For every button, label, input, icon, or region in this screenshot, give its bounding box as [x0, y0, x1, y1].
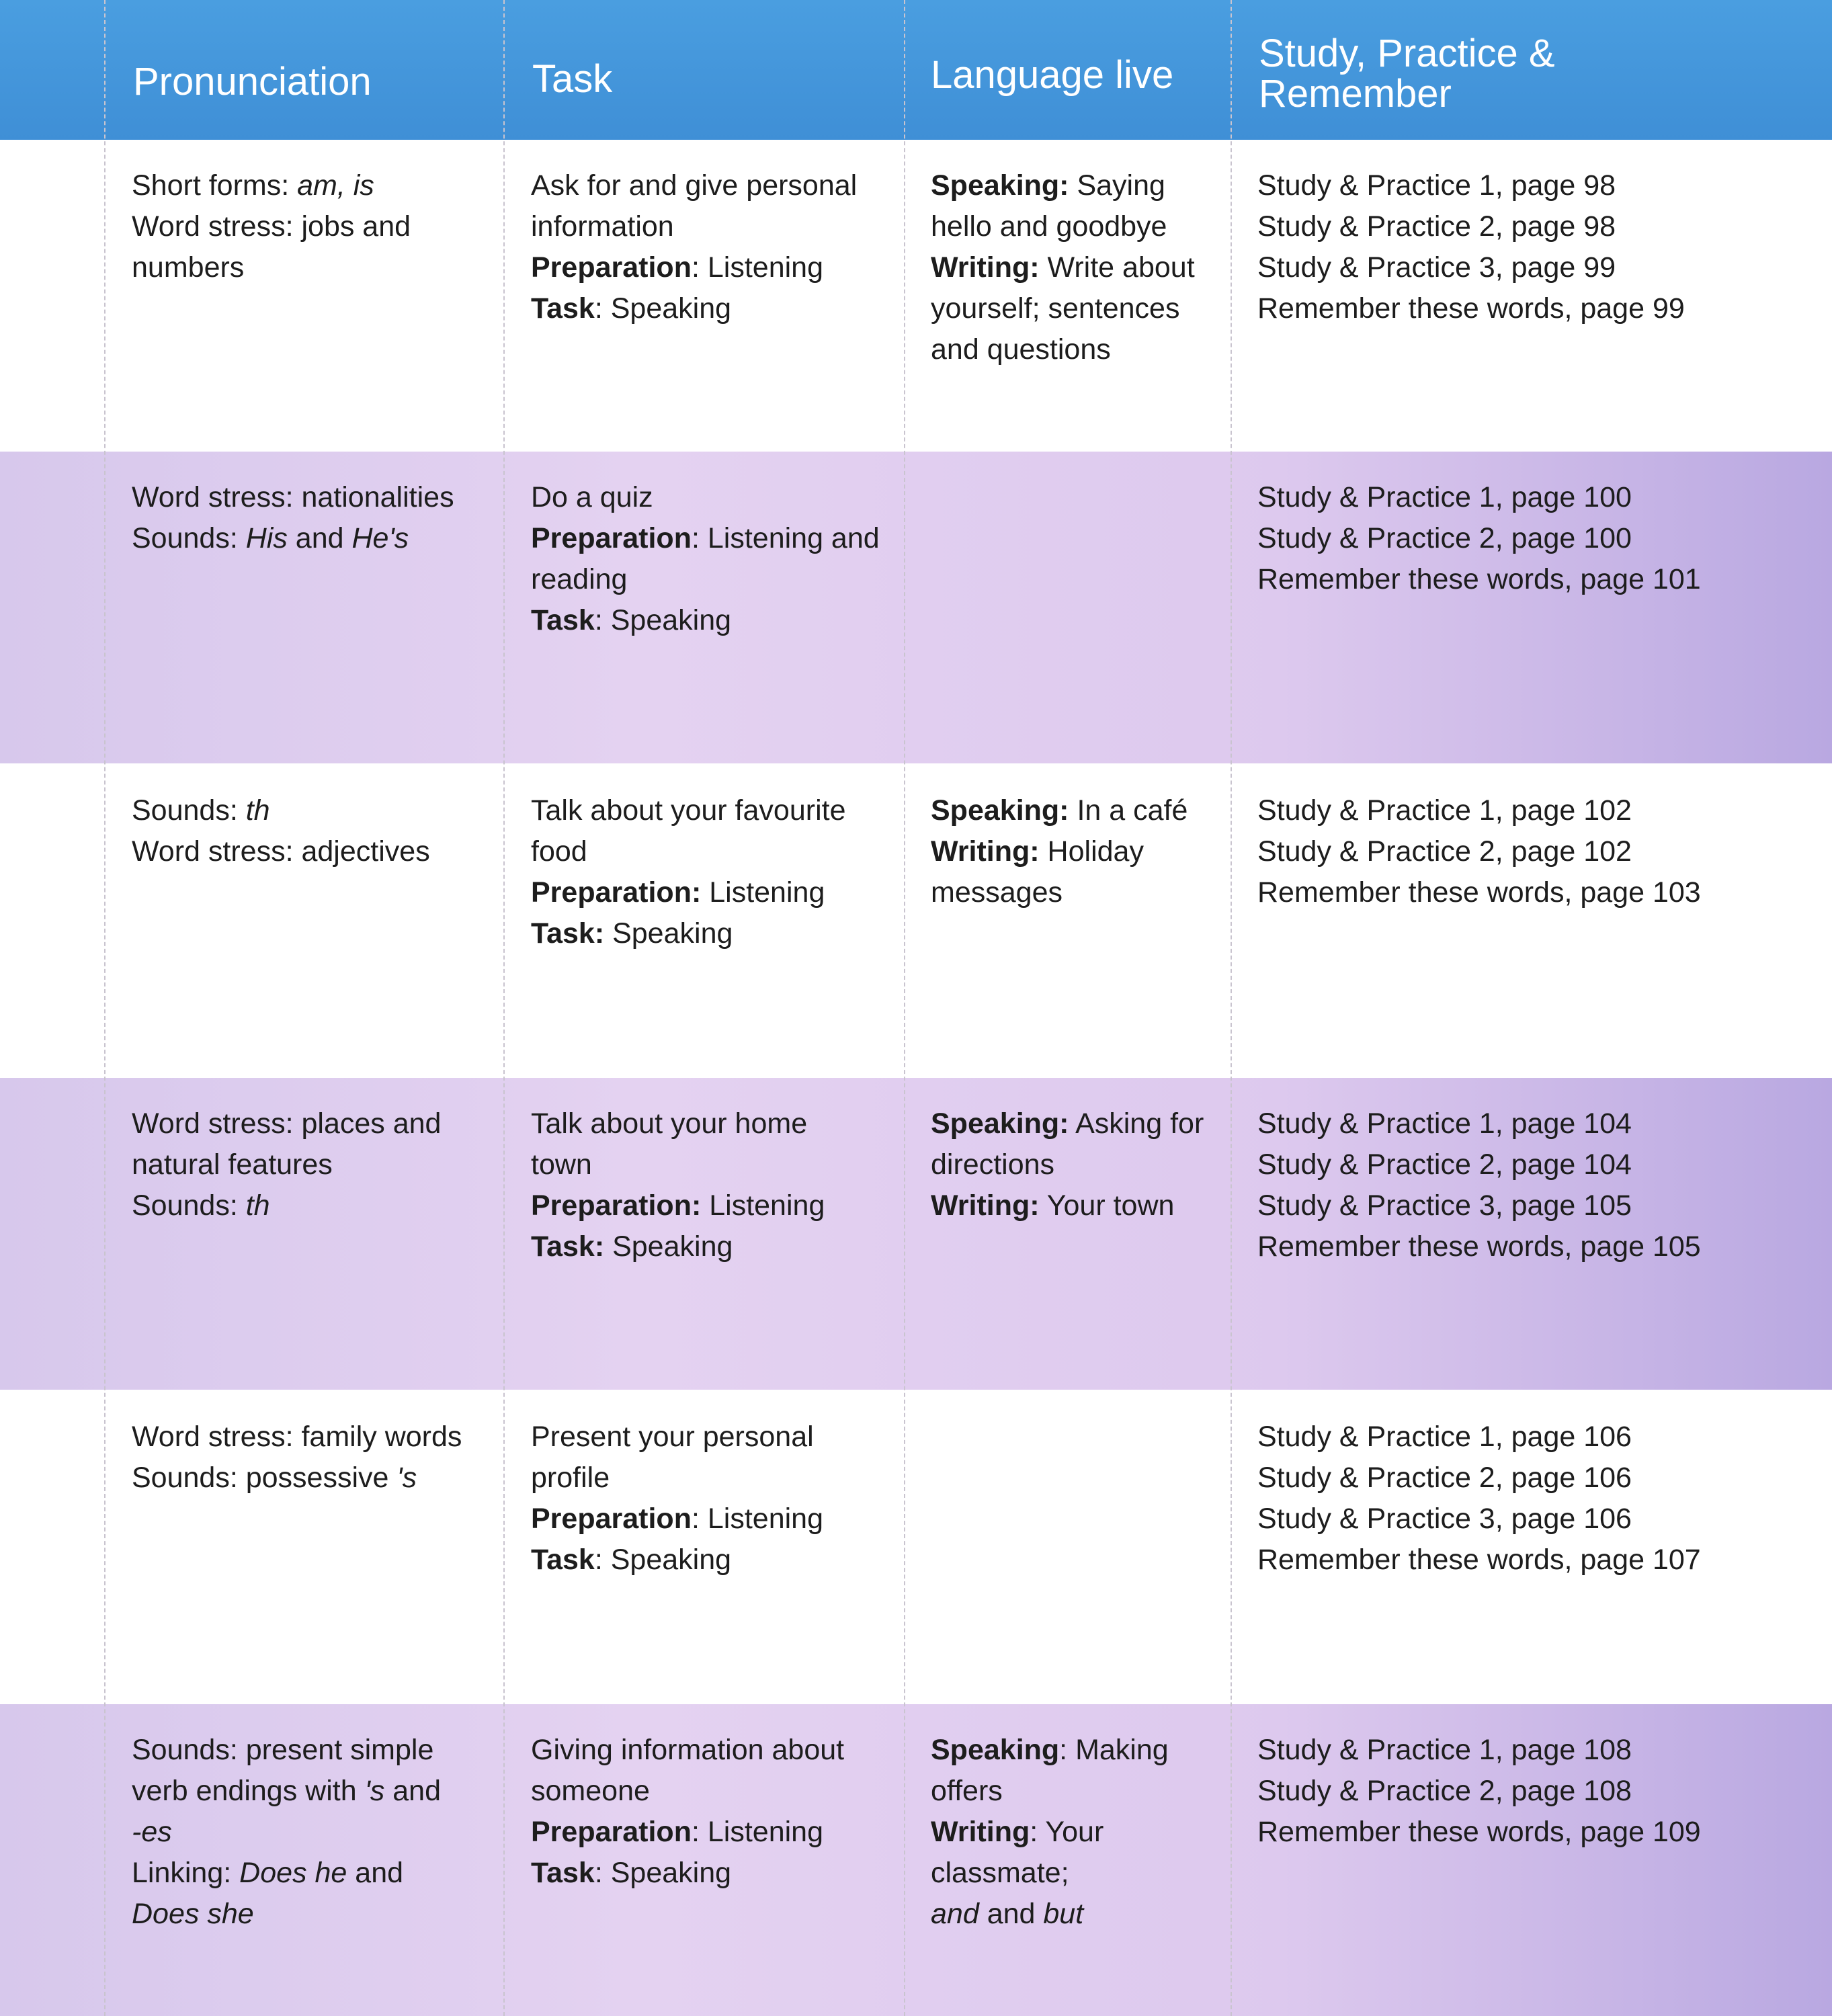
cell-language-live — [931, 165, 1195, 370]
text-segment: Sounds: — [132, 522, 246, 554]
cell-line — [531, 872, 846, 913]
cell-line — [931, 1730, 1169, 1771]
text-segment: Preparation — [531, 251, 692, 284]
cell-line — [931, 247, 1195, 288]
text-segment: Preparation — [531, 1503, 692, 1535]
text-segment: Word stress: family words — [132, 1421, 462, 1453]
cell-language-live — [931, 1730, 1169, 1935]
text-segment: 's — [397, 1462, 417, 1494]
table-row — [0, 765, 1832, 1077]
cell-line — [132, 831, 430, 872]
text-segment: Sounds: — [132, 794, 246, 827]
cell-line — [531, 559, 880, 600]
cell-line — [1257, 518, 1701, 559]
text-segment: and — [287, 522, 352, 554]
cell-line — [1257, 872, 1701, 913]
text-segment: Writing: — [931, 1189, 1040, 1222]
cell-task — [531, 1730, 844, 1894]
cell-task — [531, 790, 846, 954]
text-segment: Study & Practice 1, page 104 — [1257, 1107, 1632, 1140]
cell-line — [531, 1771, 844, 1812]
text-segment: Ask for and give personal — [531, 169, 858, 202]
text-segment: -es — [132, 1816, 172, 1848]
text-segment: and — [384, 1775, 442, 1807]
text-segment: Speaking — [604, 1230, 733, 1263]
text-segment: Study & Practice 2, page 104 — [1257, 1148, 1632, 1181]
column-divider — [503, 0, 505, 2016]
text-segment: Talk about your favourite — [531, 794, 846, 827]
text-segment: Word stress: adjectives — [132, 835, 430, 868]
cell-line — [531, 1185, 825, 1226]
cell-line — [132, 247, 411, 288]
text-segment: Listening — [701, 876, 825, 909]
cell-line — [132, 1103, 441, 1144]
cell-line — [531, 477, 880, 518]
text-segment: Study & Practice 2, page 98 — [1257, 210, 1616, 243]
text-segment: Remember these words, page 107 — [1257, 1544, 1701, 1576]
text-segment: Saying — [1069, 169, 1165, 202]
cell-study — [1257, 1730, 1701, 1853]
cell-line — [132, 1812, 441, 1853]
cell-line — [132, 165, 411, 206]
cell-line — [1257, 1458, 1701, 1499]
column-divider — [104, 0, 106, 2016]
cell-line — [132, 1894, 441, 1935]
column-divider — [904, 0, 905, 2016]
cell-line — [531, 913, 846, 954]
text-segment: and questions — [931, 333, 1111, 366]
text-segment: Sounds: possessive — [132, 1462, 397, 1494]
cell-task — [531, 1103, 825, 1267]
text-segment: His — [245, 522, 288, 554]
cell-line — [1257, 1103, 1701, 1144]
cell-pronunciation — [132, 165, 411, 288]
cell-study — [1257, 165, 1685, 329]
text-segment: Asking for — [1069, 1107, 1204, 1140]
text-segment: classmate; — [931, 1857, 1069, 1889]
text-segment: Preparation: — [531, 1189, 702, 1222]
text-segment: Word stress: nationalities — [132, 481, 454, 513]
cell-line — [531, 247, 857, 288]
cell-study — [1257, 477, 1701, 600]
cell-line — [132, 1417, 462, 1458]
cell-line — [1257, 1540, 1701, 1581]
table-row — [0, 452, 1832, 763]
cell-language-live — [931, 1103, 1204, 1226]
cell-task — [531, 1417, 823, 1581]
cell-line — [531, 1499, 823, 1540]
cell-line — [531, 1458, 823, 1499]
cell-line — [531, 1730, 844, 1771]
text-segment: Giving information about — [531, 1734, 845, 1766]
text-segment: Study & Practice 1, page 108 — [1257, 1734, 1632, 1766]
cell-pronunciation — [132, 477, 454, 559]
cell-line — [132, 790, 430, 831]
text-segment: Short forms: — [132, 169, 298, 202]
text-segment: Study & Practice 3, page 99 — [1257, 251, 1616, 284]
cell-line — [931, 288, 1195, 329]
text-segment: Study & Practice 1, page 100 — [1257, 481, 1632, 513]
cell-line — [531, 831, 846, 872]
cell-line — [931, 206, 1195, 247]
table-row — [0, 140, 1832, 452]
text-segment: In a café — [1069, 794, 1188, 827]
text-segment: He's — [351, 522, 409, 554]
text-segment: 's — [364, 1775, 385, 1807]
text-segment: someone — [531, 1775, 650, 1807]
text-segment: Remember these words, page 99 — [1257, 292, 1685, 325]
text-segment: information — [531, 210, 674, 243]
text-segment: Speaking: — [931, 1107, 1069, 1140]
cell-line — [531, 165, 857, 206]
cell-line — [531, 600, 880, 641]
cell-line — [931, 329, 1195, 370]
cell-line — [1257, 288, 1685, 329]
text-segment: Sounds: — [132, 1189, 246, 1222]
text-segment: Remember these words, page 109 — [1257, 1816, 1701, 1848]
cell-line — [132, 477, 454, 518]
cell-line — [132, 206, 411, 247]
cell-line — [931, 1853, 1169, 1894]
cell-line — [132, 1771, 441, 1812]
cell-line — [132, 518, 454, 559]
cell-line — [1257, 247, 1685, 288]
text-segment: natural features — [132, 1148, 333, 1181]
header-task: Task — [532, 57, 613, 101]
cell-line — [1257, 1730, 1701, 1771]
cell-language-live — [931, 790, 1188, 913]
text-segment: : Speaking — [594, 1544, 732, 1576]
text-segment: numbers — [132, 251, 245, 284]
cell-line — [531, 206, 857, 247]
cell-line — [1257, 1417, 1701, 1458]
cell-line — [931, 1103, 1204, 1144]
cell-line — [132, 1185, 441, 1226]
text-segment: Talk about your home — [531, 1107, 808, 1140]
text-segment: : Listening and — [691, 522, 880, 554]
text-segment: th — [245, 794, 270, 827]
text-segment: yourself; sentences — [931, 292, 1180, 325]
cell-line — [1257, 165, 1685, 206]
text-segment: food — [531, 835, 587, 868]
text-segment: Speaking: — [931, 169, 1069, 202]
cell-line — [1257, 1771, 1701, 1812]
cell-line — [531, 1103, 825, 1144]
text-segment: profile — [531, 1462, 610, 1494]
cell-line — [1257, 1812, 1701, 1853]
text-segment: Sounds: present simple — [132, 1734, 434, 1766]
text-segment: hello and goodbye — [931, 210, 1167, 243]
cell-study — [1257, 1417, 1701, 1581]
text-segment: Writing: — [931, 835, 1040, 868]
cell-task — [531, 165, 857, 329]
text-segment: Task: — [531, 1230, 605, 1263]
cell-line — [931, 1185, 1204, 1226]
text-segment: Writing: — [931, 251, 1040, 284]
cell-line — [531, 1812, 844, 1853]
cell-line — [1257, 1499, 1701, 1540]
text-segment: Do a quiz — [531, 481, 653, 513]
text-segment: Remember these words, page 105 — [1257, 1230, 1701, 1263]
table-row — [0, 1391, 1832, 1703]
cell-line — [931, 1894, 1169, 1935]
text-segment: Task — [531, 1857, 595, 1889]
text-segment: : Speaking — [594, 292, 732, 325]
text-segment: Study & Practice 2, page 100 — [1257, 522, 1632, 554]
text-segment: : Speaking — [594, 1857, 732, 1889]
text-segment: Study & Practice 2, page 108 — [1257, 1775, 1632, 1807]
text-segment: Task — [531, 1544, 595, 1576]
text-segment: and — [931, 1898, 979, 1930]
cell-pronunciation — [132, 1103, 441, 1226]
text-segment: Does he — [239, 1857, 347, 1889]
text-segment: Study & Practice 2, page 102 — [1257, 835, 1632, 868]
cell-pronunciation — [132, 1730, 441, 1935]
text-segment: Write about — [1039, 251, 1195, 284]
text-segment: reading — [531, 563, 628, 595]
cell-line — [531, 1226, 825, 1267]
cell-line — [931, 1812, 1169, 1853]
cell-line — [531, 1417, 823, 1458]
text-segment: and — [347, 1857, 404, 1889]
cell-study — [1257, 790, 1701, 913]
text-segment: Present your personal — [531, 1421, 814, 1453]
text-segment: Speaking: — [931, 794, 1069, 827]
text-segment: Listening — [701, 1189, 825, 1222]
text-segment: Speaking — [604, 917, 733, 950]
cell-line — [1257, 1226, 1701, 1267]
cell-line — [1257, 477, 1701, 518]
cell-line — [531, 1853, 844, 1894]
text-segment: Task — [531, 604, 595, 636]
text-segment: Speaking — [931, 1734, 1060, 1766]
text-segment: offers — [931, 1775, 1003, 1807]
text-segment: Remember these words, page 103 — [1257, 876, 1701, 909]
text-segment: Task: — [531, 917, 605, 950]
text-segment: : Making — [1059, 1734, 1169, 1766]
text-segment: : Listening — [691, 1816, 823, 1848]
cell-line — [132, 1853, 441, 1894]
header-study-line1: Study, Practice & — [1259, 32, 1555, 75]
text-segment: Study & Practice 3, page 105 — [1257, 1189, 1632, 1222]
cell-line — [931, 1771, 1169, 1812]
text-segment: Preparation — [531, 522, 692, 554]
cell-study — [1257, 1103, 1701, 1267]
cell-line — [1257, 1185, 1701, 1226]
cell-line — [931, 165, 1195, 206]
cell-line — [1257, 790, 1701, 831]
table-row — [0, 1078, 1832, 1390]
cell-line — [531, 1144, 825, 1185]
text-segment: Study & Practice 1, page 106 — [1257, 1421, 1632, 1453]
header-language-live: Language live — [931, 53, 1174, 97]
text-segment: but — [1043, 1898, 1084, 1930]
text-segment: : Your — [1030, 1816, 1104, 1848]
text-segment: Preparation — [531, 1816, 692, 1848]
header-pronunciation: Pronunciation — [133, 60, 372, 103]
text-segment: th — [245, 1189, 270, 1222]
text-segment: Study & Practice 1, page 98 — [1257, 169, 1616, 202]
header-study-line2: Remember — [1259, 72, 1452, 116]
cell-pronunciation — [132, 790, 430, 872]
cell-line — [531, 518, 880, 559]
cell-line — [1257, 831, 1701, 872]
text-segment: Preparation: — [531, 876, 702, 909]
text-segment: directions — [931, 1148, 1055, 1181]
text-segment: : Listening — [691, 1503, 823, 1535]
text-segment: verb endings with — [132, 1775, 365, 1807]
text-segment: and — [979, 1898, 1044, 1930]
cell-pronunciation — [132, 1417, 462, 1499]
cell-line — [531, 790, 846, 831]
cell-line — [1257, 559, 1701, 600]
text-segment: am, is — [297, 169, 374, 202]
text-segment: Study & Practice 2, page 106 — [1257, 1462, 1632, 1494]
cell-line — [1257, 206, 1685, 247]
text-segment: Does she — [132, 1898, 254, 1930]
text-segment: town — [531, 1148, 592, 1181]
cell-line — [931, 872, 1188, 913]
cell-line — [132, 1730, 441, 1771]
text-segment: : Listening — [691, 251, 823, 284]
text-segment: Linking: — [132, 1857, 240, 1889]
cell-line — [931, 790, 1188, 831]
text-segment: Word stress: jobs and — [132, 210, 411, 243]
table-row — [0, 1704, 1832, 2016]
text-segment: Task — [531, 292, 595, 325]
cell-line — [1257, 1144, 1701, 1185]
text-segment: Remember these words, page 101 — [1257, 563, 1701, 595]
cell-line — [931, 831, 1188, 872]
column-divider — [1231, 0, 1232, 2016]
text-segment: Writing — [931, 1816, 1030, 1848]
text-segment: messages — [931, 876, 1063, 909]
table-header — [0, 0, 1832, 140]
cell-line — [132, 1144, 441, 1185]
text-segment: Word stress: places and — [132, 1107, 442, 1140]
cell-line — [931, 1144, 1204, 1185]
cell-line — [531, 288, 857, 329]
text-segment: Holiday — [1039, 835, 1144, 868]
cell-task — [531, 477, 880, 641]
text-segment: Study & Practice 1, page 102 — [1257, 794, 1632, 827]
text-segment: Your town — [1039, 1189, 1175, 1222]
cell-line — [132, 1458, 462, 1499]
text-segment: Study & Practice 3, page 106 — [1257, 1503, 1632, 1535]
cell-line — [531, 1540, 823, 1581]
text-segment: : Speaking — [594, 604, 732, 636]
header-study-practice-remember — [1259, 34, 1555, 114]
